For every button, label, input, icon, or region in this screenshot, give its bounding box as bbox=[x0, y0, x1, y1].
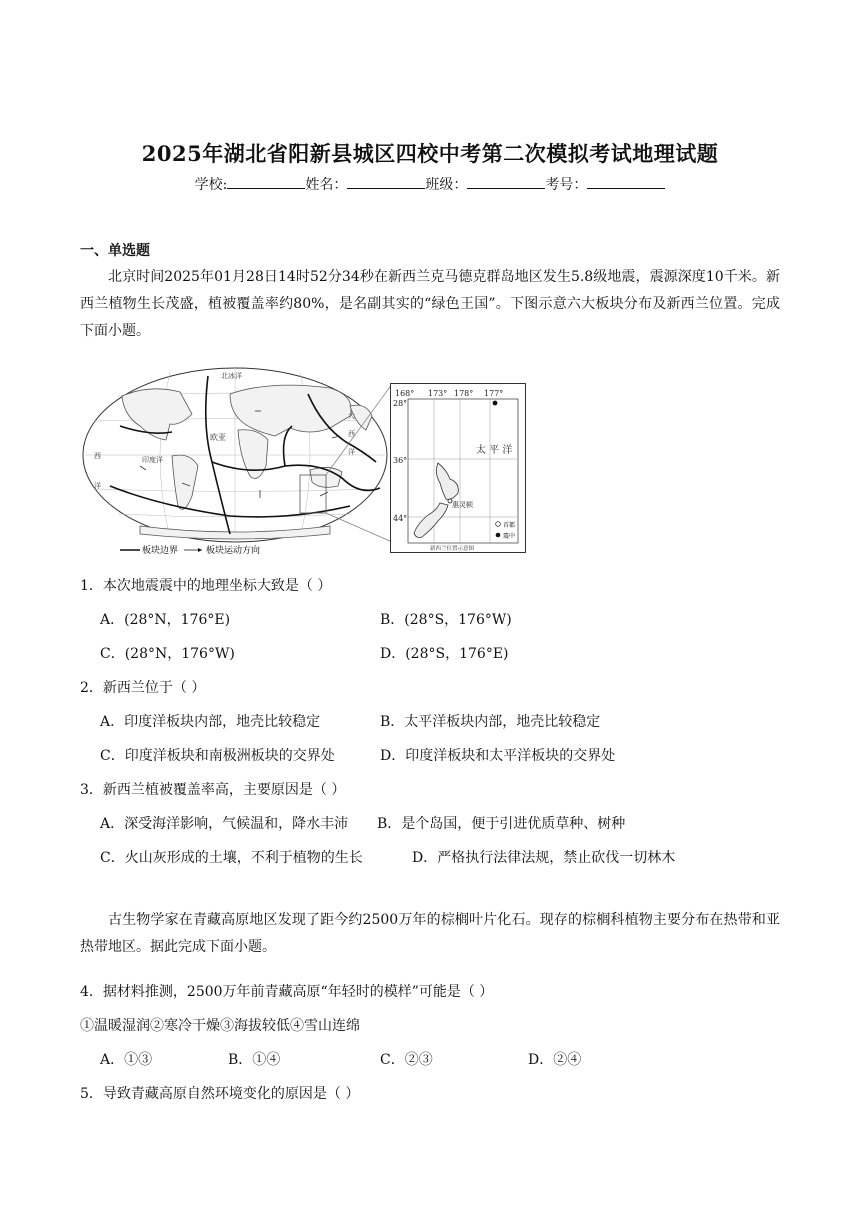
q2-option-c[interactable]: C．印度洋板块和南极洲板块的交界处 bbox=[100, 748, 335, 764]
lon-label-178: 178° bbox=[454, 389, 474, 398]
new-zealand-inset-map bbox=[390, 383, 526, 553]
school-blank bbox=[227, 176, 305, 189]
passage-2: 古生物学家在青藏高原地区发现了距今约2500万年的棕榈叶片化石。现存的棕榈科植物主要分布在热带和亚热带地区。据此完成下面小题。 bbox=[80, 912, 780, 955]
q4-option-c[interactable]: C．②③ bbox=[380, 1052, 433, 1068]
inset-ocean-label: 太 平 洋 bbox=[476, 445, 513, 456]
map-label-atlantic-1: 大 bbox=[348, 412, 355, 420]
question-4-choices: ①温暖湿润②寒冷干燥③海拔较低④雪山连绵 bbox=[80, 1018, 360, 1034]
inset-caption: 新西兰位置示意图 bbox=[430, 546, 475, 552]
number-label: 考号： bbox=[545, 177, 588, 193]
connector-lines bbox=[280, 380, 400, 550]
epicenter-marker bbox=[493, 401, 498, 406]
number-blank bbox=[587, 176, 665, 189]
q4-option-b[interactable]: B．①④ bbox=[228, 1052, 281, 1068]
question-5-stem: 5．导致青藏高原自然环境变化的原因是（ ） bbox=[80, 1086, 360, 1102]
question-4-stem: 4．据材料推测，2500万年前青藏高原“年轻时的模样”可能是（ ） bbox=[80, 984, 494, 1000]
class-label: 班级： bbox=[425, 177, 468, 193]
map-label-atlantic-2: 西 bbox=[348, 430, 355, 438]
q2-option-a[interactable]: A．印度洋板块内部，地壳比较稳定 bbox=[100, 714, 321, 730]
q3-option-b[interactable]: B．是个岛国，便于引进优质草种、树种 bbox=[377, 816, 626, 832]
lon-label-168: 168° bbox=[395, 389, 415, 398]
question-3-stem: 3．新西兰植被覆盖率高，主要原因是（ ） bbox=[80, 782, 346, 798]
map-label-west-1: 西 bbox=[94, 452, 101, 460]
lat-label-36: 36° bbox=[393, 456, 408, 465]
map-label-eurasia: 欧亚 bbox=[210, 433, 226, 442]
map-label-west-2: 洋 bbox=[94, 482, 101, 490]
q3-option-d[interactable]: D．严格执行法律法规，禁止砍伐一切林木 bbox=[412, 850, 676, 866]
map-label-arctic: 北冰洋 bbox=[221, 372, 242, 380]
map-label-atlantic-3: 洋 bbox=[348, 448, 355, 456]
name-blank bbox=[347, 176, 425, 189]
capital-label: 惠灵顿 bbox=[452, 501, 473, 509]
map-label-indian: 印度洋 bbox=[142, 456, 163, 464]
legend-motion: 板块运动方向 bbox=[206, 546, 261, 556]
q3-option-a[interactable]: A．深受海洋影响，气候温和，降水丰沛 bbox=[100, 816, 349, 832]
inset-legend-capital: 首都 bbox=[503, 522, 516, 529]
lon-label-173: 173° bbox=[428, 389, 448, 398]
q4-option-a[interactable]: A．①③ bbox=[100, 1052, 153, 1068]
q1-option-a[interactable]: A．(28°N，176°E) bbox=[100, 612, 231, 628]
lat-label-28: 28° bbox=[393, 399, 408, 408]
passage-1: 北京时间2025年01月28日14时52分34秒在新西兰克马德克群岛地区发生5.8级地震，震源深度10千米。新西兰植物生长茂盛，植被覆盖率约80%，是名副其实的“绿色王国”。下图示意六大板块分布及新西兰位置。完成下面小题。 bbox=[80, 269, 780, 339]
name-label: 姓名： bbox=[305, 177, 348, 193]
student-info-line bbox=[0, 174, 860, 194]
q1-option-b[interactable]: B．(28°S，176°W) bbox=[380, 612, 512, 628]
question-2-stem: 2．新西兰位于（ ） bbox=[80, 680, 206, 696]
q3-option-c[interactable]: C．火山灰形成的土壤，不利于植物的生长 bbox=[100, 850, 363, 866]
exam-title: 2025年湖北省阳新县城区四校中考第二次模拟考试地理试题 bbox=[141, 141, 719, 166]
lat-label-44: 44° bbox=[393, 514, 408, 523]
question-1-stem: 1．本次地震震中的地理坐标大致是（ ） bbox=[80, 578, 332, 594]
lon-label-177: 177° bbox=[484, 389, 504, 398]
q2-option-b[interactable]: B．太平洋板块内部，地壳比较稳定 bbox=[380, 714, 601, 730]
class-blank bbox=[467, 176, 545, 189]
q1-option-d[interactable]: D．(28°S，176°E) bbox=[380, 646, 509, 662]
legend-boundary: 板块边界 bbox=[142, 546, 179, 556]
q4-option-d[interactable]: D．②④ bbox=[528, 1052, 582, 1068]
inset-legend-epicenter: 震中 bbox=[503, 533, 516, 540]
q2-option-d[interactable]: D．印度洋板块和太平洋板块的交界处 bbox=[380, 748, 616, 764]
q1-option-c[interactable]: C．(28°N，176°W) bbox=[100, 646, 235, 662]
school-label: 学校: bbox=[194, 177, 228, 193]
section-heading: 一、单选题 bbox=[80, 243, 150, 259]
